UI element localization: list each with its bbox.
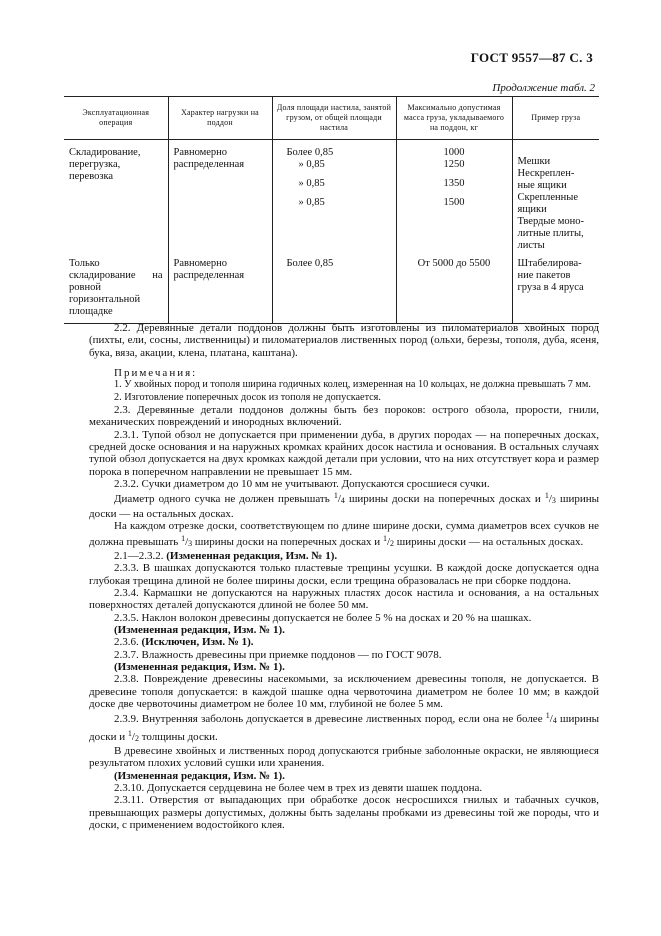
operation-cell: Только складирование на ровной горизонтальной площадке: [64, 252, 168, 324]
paragraph-fungi: В древесине хвойных и лиственных пород допускаются грибные заболонные окраски, не являющиеся результатом плохих условий сушки или хранения.: [89, 745, 599, 770]
example-line: Скрепленные: [517, 192, 578, 203]
area-value: » 0,85: [298, 197, 325, 208]
paragraph-2-3-1: 2.3.1. Тупой обзол не допускается при применении дуба, в других породах — на поперечных досках, средней доске основания и на наружных кромках крайних досок настила и основания. В остальных случаях тупой обзол допускается на двух кромках каждой детали при условии, что на них отсутствует кора и размер порока в поперечном направлении не превышает 15 мм.: [89, 428, 599, 478]
paragraph-knot-sum: На каждом отрезке доски, соответствующем по длине ширине доски, сумма диаметров всех сучков не должна превышать $^1/_3$ ширины доски на поперечных досках и $^1/_2$ ширины доски — на остальных досках.: [89, 520, 599, 548]
paragraph-2-3-3: 2.3.3. В шашках допускаются только пластевые трещины усушки. В каждой доске допускается одна глубокая трещина длиной не более ширины доски, если трещина образовалась не при сборке поддона.: [89, 562, 599, 587]
page-header: ГОСТ 9557—87 С. 3: [470, 50, 593, 65]
amendment-note: (Измененная редакция, Изм. № 1).: [114, 660, 285, 673]
paragraph-2-3-6: 2.3.6. (Исключен, Изм. № 1).: [114, 636, 254, 649]
load-table: [64, 96, 599, 324]
example-line: ние пакетов: [517, 270, 571, 281]
load-cell: Равномерно распределенная: [168, 140, 272, 253]
example-line: ящики: [517, 204, 547, 215]
table-continuation-caption: Продолжение табл. 2: [492, 82, 595, 94]
area-cell: [272, 140, 396, 253]
note-2: 2. Изготовление поперечных досок из тополя не допускается.: [114, 391, 381, 403]
table-row: [64, 252, 599, 324]
note-1: 1. У хвойных пород и тополя ширина годичных колец, измеренная на 10 кольцах, не должна превышать 7 мм.: [114, 379, 591, 391]
area-value: Более 0,85: [286, 258, 334, 269]
area-cell: [272, 252, 396, 324]
operation-cell: Складирование, перегрузка, перевозка: [69, 147, 141, 182]
paragraph-2-3-8: 2.3.8. Повреждение древесины насекомыми, за исключением древесины тополя, не допускается. В древесине тополя допускается: в каждой шашке одна червоточина диаметром не более 10 мм; в каждой доске две червоточины диаметром не более 10 мм, глубиной не более 5 мм.: [89, 673, 599, 710]
example-line: Твердые моно-: [517, 216, 585, 227]
paragraph-2-3-9: 2.3.9. Внутренняя заболонь допускается в древесине лиственных пород, если она не более $^1/_4$ ширины доски и $^1/_2$ толщины доски.: [89, 711, 600, 743]
amendment-note: (Измененная редакция, Изм. № 1).: [114, 623, 285, 636]
area-value: » 0,85: [298, 178, 325, 189]
paragraph-knot-diameter: Диаметр одного сучка не должен превышать $^1/_4$ ширины доски на поперечных досках и $^1/_3$ ширины доски — на остальных досках.: [89, 491, 600, 520]
amendment-note: 2.1—2.3.2. (Измененная редакция, Изм. № 1).: [114, 549, 338, 562]
column-header-operation: Эксплуатационная операция: [64, 97, 168, 140]
column-header-example: Пример груза: [512, 97, 599, 140]
paragraph-2-3-5: 2.3.5. Наклон волокон древесины допускается не более 5 % на досках и 20 % на шашках.: [114, 611, 532, 624]
paragraph-2-2: 2.2. Деревянные детали поддонов должны быть изготовлены из пиломатериалов хвойных пород (пихты, ели, сосны, лиственницы) и пиломатериалов лиственных пород (ольхи, березы, тополя, дуба, ясеня, бука, вяза, акации, клена, платана, каштана).: [89, 322, 599, 359]
paragraph-2-3: 2.3. Деревянные детали поддонов должны быть без пороков: острого обзола, прорости, гнили, механических повреждений и инородных включений.: [89, 404, 599, 429]
paragraph-2-3-7: 2.3.7. Влажность древесины при приемке поддонов — по ГОСТ 9078.: [114, 648, 442, 661]
paragraph-2-3-11: 2.3.11. Отверстия от выпадающих при обработке досок несросшихся гнилых и табачных сучков, превышающих размеры допустимых, должны быть заделаны пробками из древесины той же породы, что и доски, с применением водостойкого клея.: [89, 794, 599, 832]
area-gap: [287, 171, 391, 178]
example-line: Штабелирова-: [517, 258, 582, 269]
notes-title: Примечания:: [114, 367, 198, 380]
mass-value: От 5000 до 5500: [417, 258, 491, 269]
amendment-note: (Измененная редакция, Изм. № 1).: [114, 769, 285, 782]
mass-gap: [402, 190, 507, 197]
area-value: » 0,85: [298, 159, 325, 170]
mass-cell: [396, 140, 512, 253]
column-header-load: Характер нагрузки на поддон: [168, 97, 272, 140]
mass-value: 1350: [443, 178, 465, 189]
paragraph-2-3-10: 2.3.10. Допускается сердцевина не более чем в трех из девяти шашек поддона.: [114, 782, 483, 795]
table-row: [64, 140, 599, 253]
example-line: литные плиты,: [517, 228, 584, 239]
paragraph-2-3-2: 2.3.2. Сучки диаметром до 10 мм не учитывают. Допускаются сросшиеся сучки.: [114, 478, 490, 491]
mass-value: 1000: [443, 147, 465, 158]
column-header-mass: Максимально допустимая масса груза, укладываемого на поддон, кг: [396, 97, 512, 140]
area-gap: [287, 190, 391, 197]
mass-cell: [396, 252, 512, 324]
example-line: Мешки: [517, 156, 551, 167]
example-cell: [512, 252, 599, 324]
example-line: листы: [517, 240, 545, 251]
paragraph-2-3-4: 2.3.4. Кармашки не допускаются на наружных пластях досок настила и основания, а на остальных поверхностях деталей допускаются длиной не более 50 мм.: [89, 586, 599, 612]
area-value: Более 0,85: [286, 147, 334, 158]
mass-value: 1500: [443, 197, 465, 208]
example-line: груза в 4 яруса: [517, 282, 584, 293]
column-header-area: Доля площади настила, занятой грузом, от общей площади настила: [272, 97, 396, 140]
document-body: [89, 322, 599, 831]
load-cell: Равномерно распределенная: [168, 252, 272, 324]
example-line: Нескреплен-: [517, 168, 575, 179]
example-line: ные ящики: [517, 180, 567, 191]
example-cell: [512, 140, 599, 253]
mass-gap: [402, 171, 507, 178]
mass-value: 1250: [443, 159, 465, 170]
